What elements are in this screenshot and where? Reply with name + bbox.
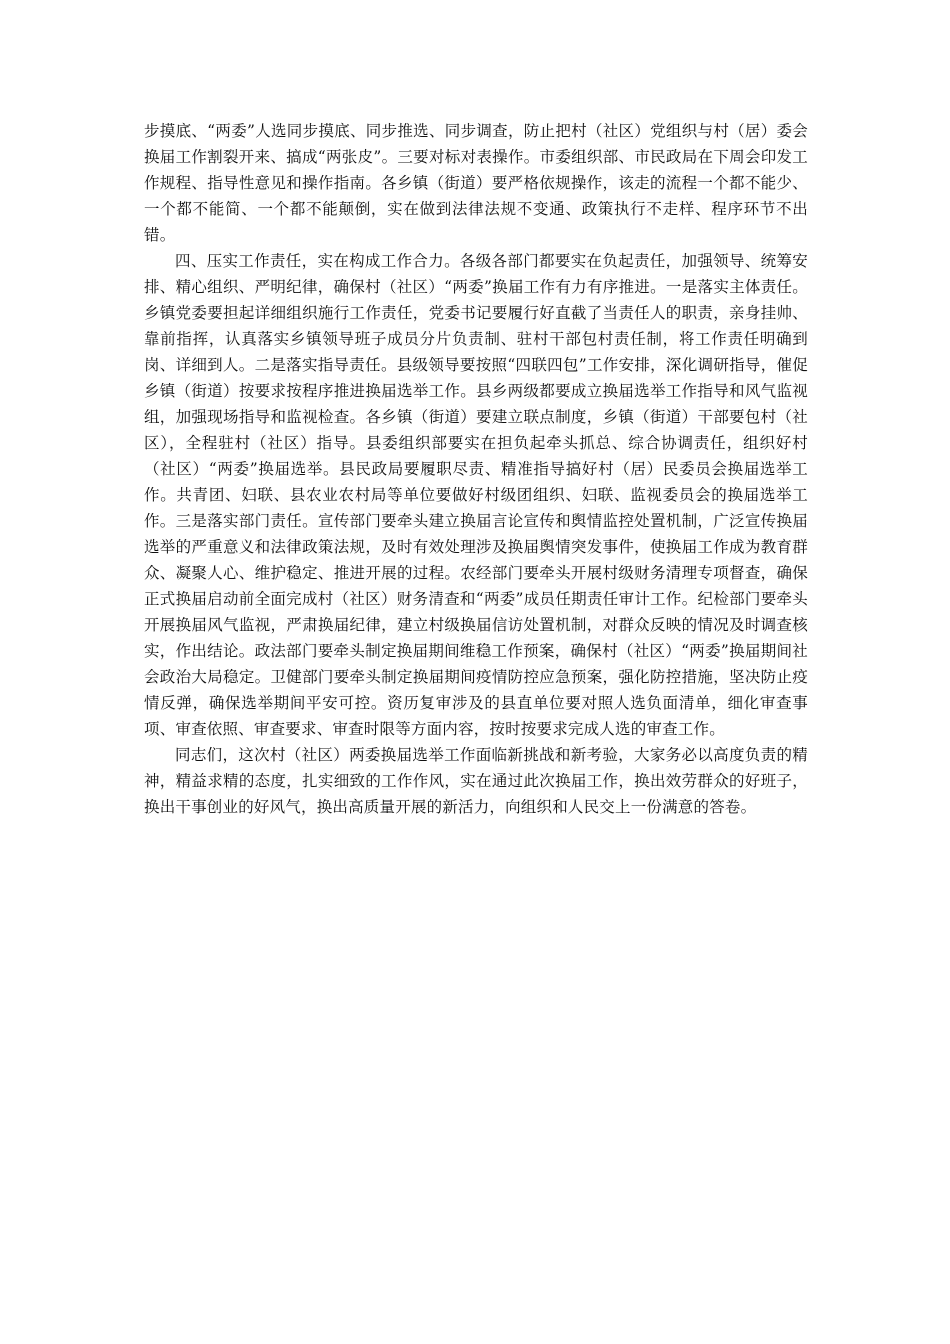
paragraph-closing: 同志们，这次村（社区）两委换届选举工作面临新挑战和新考验，大家务必以高度负责的精神，精益求精的态度，扎实细致的工作作风，实在通过此次换届工作，换出效劳群众的好班子，换出干事创业的好风气，换出高质量开展的新活力，向组织和人民交上一份满意的答卷。	[144, 746, 808, 816]
paragraph-work-responsibility: 四、压实工作责任，实在构成工作合力。各级各部门都要实在负起责任，加强领导、统筹安排、精心组织、严明纪律，确保村（社区）“两委”换届工作有力有序推进。一是落实主体责任。乡镇党委要担起详细组织施行工作责任，党委书记要履行好直截了当责任人的职责，亲身挂帅、靠前指挥，认真落实乡镇领导班子成员分片负责制、驻村干部包村责任制，将工作责任明确到岗、详细到人。二是落实指导责任。县级领导要按照“四联四包”工作安排，深化调研指导，催促乡镇（街道）按要求按程序推进换届选举工作。县乡两级都要成立换届选举工作指导和风气监视组，加强现场指导和监视检查。各乡镇（街道）要建立联点制度，乡镇（街道）干部要包村（社区），全程驻村（社区）指导。县委组织部要实在担负起牵头抓总、综合协调责任，组织好村（社区）“两委”换届选举。县民政局要履职尽责、精准指导搞好村（居）民委员会换届选举工作。共青团、妇联、县农业农村局等单位要做好村级团组织、妇联、监视委员会的换届选举工作。三是落实部门责任。宣传部门要牵头建立换届言论宣传和舆情监控处置机制，广泛宣传换届选举的严重意义和法律政策法规，及时有效处理涉及换届舆情突发事件，使换届工作成为教育群众、凝聚人心、维护稳定、推进开展的过程。农经部门要牵头开展村级财务清理专项督查，确保正式换届启动前全面完成村（社区）财务清查和“两委”成员任期责任审计工作。纪检部门要牵头开展换届风气监视，严肃换届纪律，建立村级换届信访处置机制，对群众反映的情况及时调查核实，作出结论。政法部门要牵头制定换届期间维稳工作预案，确保村（社区）“两委”换届期间社会政治大局稳定。卫健部门要牵头制定换届期间疫情防控应急预案，强化防控措施，坚决防止疫情反弹，确保选举期间平安可控。资历复审涉及的县直单位要对照人选负面清单，细化审查事项、审查依照、审查要求、审查时限等方面内容，按时按要求完成人选的审查工作。	[144, 252, 808, 738]
document-body	[144, 118, 808, 820]
paragraph-continuation: 步摸底、“两委”人选同步摸底、同步推选、同步调查，防止把村（社区）党组织与村（居）委会换届工作割裂开来、搞成“两张皮”。三要对标对表操作。市委组织部、市民政局在下周会印发工作规程、指导性意见和操作指南。各乡镇（街道）要严格依规操作，该走的流程一个都不能少、一个都不能简、一个都不能颠倒，实在做到法律法规不变通、政策执行不走样、程序环节不出错。	[144, 122, 808, 244]
